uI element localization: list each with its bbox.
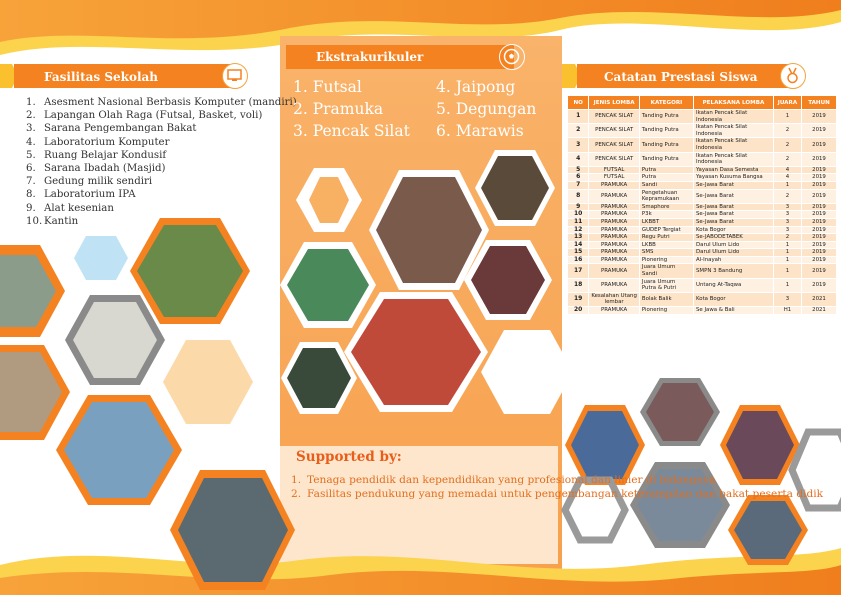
table-cell: 2019 (802, 138, 837, 152)
facility-item-label: Alat kesenian (44, 202, 114, 214)
table-row (568, 152, 837, 166)
support-item-text: Fasilitas pendukung yang memadai untuk pengembangan keterampilan dan bakat peserta didik (307, 487, 824, 500)
table-cell: PRAMUKA (589, 249, 640, 257)
table-cell: Yayasan Dasa Semesta (694, 166, 774, 174)
table-cell: 3 (773, 218, 801, 226)
table-cell: PRAMUKA (589, 218, 640, 226)
hex-light-blue (74, 236, 128, 280)
extracurricular-item: 2. Pramuka (293, 100, 384, 118)
facility-item (26, 109, 297, 122)
table-row (568, 174, 837, 182)
table-column-header: JENIS LOMBA (589, 96, 640, 110)
table-cell: Pionering (639, 307, 693, 315)
table-column-header: PELAKSANA LOMBA (694, 96, 774, 110)
support-item-text: Tenaga pendidik dan kependidikan yang profesional dan linier di bidangnya (307, 474, 716, 486)
extracurricular-list-col2 (436, 76, 536, 142)
table-cell: Bolak Balik (639, 292, 693, 306)
table-cell: Putra (639, 166, 693, 174)
table-cell: 10 (568, 211, 589, 219)
table-cell: Pionering (639, 256, 693, 264)
table-cell: PRAMUKA (589, 234, 640, 242)
table-cell: 1 (773, 241, 801, 249)
table-cell: 2 (773, 189, 801, 203)
table-column-header: TAHUN (802, 96, 837, 110)
table-cell: 2019 (802, 181, 837, 189)
table-cell: Darul Ulum Lido (694, 241, 774, 249)
table-cell: Ikatan Pencak Silat Indonesia (694, 152, 774, 166)
table-cell: Ikatan Pencak Silat Indonesia (694, 110, 774, 124)
table-cell: 20 (568, 307, 589, 315)
table-cell: 2019 (802, 234, 837, 242)
table-cell: Darul Ulum Lido (694, 249, 774, 257)
table-cell: PRAMUKA (589, 241, 640, 249)
facility-item-label: Gedung milik sendiri (44, 176, 153, 188)
table-row (568, 307, 837, 315)
table-row (568, 203, 837, 211)
table-row (568, 241, 837, 249)
table-cell: 7 (568, 181, 589, 189)
achievements-header: Catatan Prestasi Siswa (604, 70, 758, 84)
table-cell: FUTSAL (589, 166, 640, 174)
supported-by-title: Supported by: (296, 449, 402, 465)
table-cell: 19 (568, 292, 589, 306)
table-cell: Tanding Putra (639, 138, 693, 152)
table-cell: 3 (773, 292, 801, 306)
facility-item-number: 10. (26, 215, 43, 227)
table-row (568, 234, 837, 242)
table-cell: Kota Bogor (694, 226, 774, 234)
table-cell: Ikatan Pencak Silat Indonesia (694, 124, 774, 138)
achievement-table (567, 95, 837, 315)
table-row (568, 256, 837, 264)
table-column-header: KATEGORI (639, 96, 693, 110)
table-header-row (568, 96, 837, 110)
facility-item-number: 8. (26, 189, 36, 201)
facility-item-label: Kantin (44, 215, 79, 227)
table-column-header: JUARA (773, 96, 801, 110)
table-cell: 18 (568, 278, 589, 292)
facility-item-number: 5. (26, 149, 36, 161)
table-cell: Yayasan Kusuma Bangsa (694, 174, 774, 182)
table-cell: 2019 (802, 124, 837, 138)
table-row (568, 124, 837, 138)
facility-item (26, 122, 297, 135)
table-cell: PRAMUKA (589, 256, 640, 264)
table-cell: 1 (773, 264, 801, 278)
table-cell: 2 (773, 138, 801, 152)
table-cell: PRAMUKA (589, 211, 640, 219)
facility-item (26, 188, 297, 201)
table-row (568, 226, 837, 234)
support-item-number: 2. (291, 487, 302, 500)
table-cell: 2 (773, 152, 801, 166)
table-cell: P3k (639, 211, 693, 219)
facility-item-label: Laboratorium IPA (44, 189, 136, 201)
table-row (568, 218, 837, 226)
table-row (568, 110, 837, 124)
table-cell: PRAMUKA (589, 203, 640, 211)
table-cell: LKBB (639, 241, 693, 249)
facilities-list (26, 96, 297, 228)
table-cell: 1 (773, 278, 801, 292)
table-cell: 2019 (802, 278, 837, 292)
table-cell: Se-Jawa Barat (694, 218, 774, 226)
table-cell: 2019 (802, 211, 837, 219)
supported-by-list (291, 474, 823, 501)
table-cell: 2019 (802, 174, 837, 182)
facility-item-label: Ruang Belajar Kondusif (44, 149, 167, 161)
table-cell: Kesalahan Utang lembar (589, 292, 640, 306)
table-cell: Se-Jawa Barat (694, 181, 774, 189)
table-cell: PRAMUKA (589, 278, 640, 292)
medal-icon (780, 63, 806, 89)
table-cell: Se Jawa & Bali (694, 307, 774, 315)
table-cell: 1 (568, 110, 589, 124)
table-cell: Juara Umum Putra & Putri (639, 278, 693, 292)
table-cell: 2019 (802, 264, 837, 278)
table-cell: Ikatan Pencak Silat Indonesia (694, 138, 774, 152)
table-cell: 15 (568, 249, 589, 257)
table-cell: H1 (773, 307, 801, 315)
facility-item-label: Laboratorium Komputer (44, 136, 170, 148)
table-cell: 2019 (802, 166, 837, 174)
table-cell: 3 (773, 211, 801, 219)
table-cell: Tanding Putra (639, 124, 693, 138)
table-cell: 2019 (802, 249, 837, 257)
facility-item (26, 149, 297, 162)
table-cell: PENCAK SILAT (589, 138, 640, 152)
table-row (568, 249, 837, 257)
facility-item-number: 9. (26, 202, 36, 214)
facility-item (26, 175, 297, 188)
facility-item-label: Lapangan Olah Raga (Futsal, Basket, voli) (44, 110, 263, 122)
table-cell: 3 (773, 226, 801, 234)
table-cell: Kota Bogor (694, 292, 774, 306)
facility-item (26, 136, 297, 149)
table-cell: 4 (773, 166, 801, 174)
facility-item-number: 2. (26, 110, 36, 122)
extracurricular-item: 3. Pencak Silat (293, 122, 410, 140)
table-row (568, 292, 837, 306)
table-cell: Tanding Putra (639, 152, 693, 166)
table-cell: Se-Jawa Barat (694, 211, 774, 219)
table-cell: SMPN 3 Bandung (694, 264, 774, 278)
extracurricular-list-col1 (293, 76, 410, 142)
table-cell: PENCAK SILAT (589, 110, 640, 124)
table-cell: PENCAK SILAT (589, 124, 640, 138)
table-cell: Pengetahuan Kepramukaan (639, 189, 693, 203)
support-item (291, 474, 823, 488)
hex-light-orange (163, 340, 253, 424)
table-cell: 14 (568, 241, 589, 249)
table-cell: Putra (639, 174, 693, 182)
facility-item-label: Sarana Ibadah (Masjid) (44, 163, 166, 175)
extracurricular-header: Ekstrakurikuler (316, 50, 424, 64)
table-cell: 13 (568, 234, 589, 242)
table-row (568, 189, 837, 203)
table-cell: GUDEP Tergiat (639, 226, 693, 234)
table-row (568, 181, 837, 189)
table-cell: 9 (568, 203, 589, 211)
table-cell: 1 (773, 256, 801, 264)
facility-item-number: 3. (26, 123, 36, 135)
facility-item-number: 1. (26, 97, 36, 108)
table-cell: Al-Inayah (694, 256, 774, 264)
table-cell: 8 (568, 189, 589, 203)
table-cell: 3 (773, 203, 801, 211)
facility-item-number: 6. (26, 163, 36, 175)
table-cell: Juara Umum Sandi (639, 264, 693, 278)
table-row (568, 264, 837, 278)
facility-item (26, 202, 297, 215)
table-cell: 12 (568, 226, 589, 234)
facility-item-number: 7. (26, 176, 36, 188)
table-cell: Se-Jawa Barat (694, 203, 774, 211)
facility-item (26, 215, 297, 228)
table-cell: LKBBT (639, 218, 693, 226)
table-cell: 3 (568, 138, 589, 152)
table-cell: 2019 (802, 189, 837, 203)
facilities-header: Fasilitas Sekolah (44, 70, 158, 84)
table-row (568, 166, 837, 174)
table-cell: 2021 (802, 307, 837, 315)
table-cell: PRAMUKA (589, 181, 640, 189)
table-cell: SMS (639, 249, 693, 257)
table-cell: Untang At-Taqwa (694, 278, 774, 292)
table-cell: 2019 (802, 241, 837, 249)
table-cell: Se-JABODETABEK (694, 234, 774, 242)
table-cell: FUTSAL (589, 174, 640, 182)
table-cell: Tanding Putra (639, 110, 693, 124)
facility-item-number: 4. (26, 136, 36, 148)
table-cell: Se-Jawa Barat (694, 189, 774, 203)
table-row (568, 211, 837, 219)
table-cell: 2019 (802, 218, 837, 226)
table-cell: 2 (773, 124, 801, 138)
computer-icon (222, 63, 248, 89)
table-cell: 4 (773, 174, 801, 182)
extracurricular-item: 5. Degungan (436, 100, 537, 118)
table-cell: Regu Putri (639, 234, 693, 242)
table-cell: 5 (568, 166, 589, 174)
table-cell: 2019 (802, 110, 837, 124)
table-cell: 4 (568, 152, 589, 166)
extracurricular-item: 6. Marawis (436, 122, 524, 140)
table-cell: 2 (568, 124, 589, 138)
table-cell: PRAMUKA (589, 264, 640, 278)
table-cell: 2019 (802, 226, 837, 234)
table-cell: PRAMUKA (589, 307, 640, 315)
table-cell: 11 (568, 218, 589, 226)
table-column-header: NO (568, 96, 589, 110)
table-row (568, 278, 837, 292)
table-cell: 2021 (802, 292, 837, 306)
extracurricular-item: 1. Futsal (293, 78, 362, 96)
table-cell: PENCAK SILAT (589, 152, 640, 166)
extracurricular-item: 4. Jaipong (436, 78, 516, 96)
table-cell: PRAMUKA (589, 189, 640, 203)
table-cell: 2019 (802, 152, 837, 166)
table-cell: 1 (773, 249, 801, 257)
table-cell: 6 (568, 174, 589, 182)
table-cell: 2019 (802, 256, 837, 264)
table-cell: Sandi (639, 181, 693, 189)
facility-item (26, 96, 297, 109)
support-item-number: 1. (291, 474, 302, 486)
facility-item-label: Asesment Nasional Berbasis Komputer (mandiri) (44, 97, 297, 108)
table-cell: 17 (568, 264, 589, 278)
table-cell: 1 (773, 110, 801, 124)
facility-item-label: Sarana Pengembangan Bakat (44, 123, 197, 135)
facility-item (26, 162, 297, 175)
table-cell: PRAMUKA (589, 226, 640, 234)
table-cell: 1 (773, 181, 801, 189)
table-cell: 2019 (802, 203, 837, 211)
table-cell: 16 (568, 256, 589, 264)
support-item (291, 488, 823, 502)
table-row (568, 138, 837, 152)
soccer-ball-icon (499, 44, 525, 70)
table-cell: Smaphore (639, 203, 693, 211)
table-cell: 2 (773, 234, 801, 242)
